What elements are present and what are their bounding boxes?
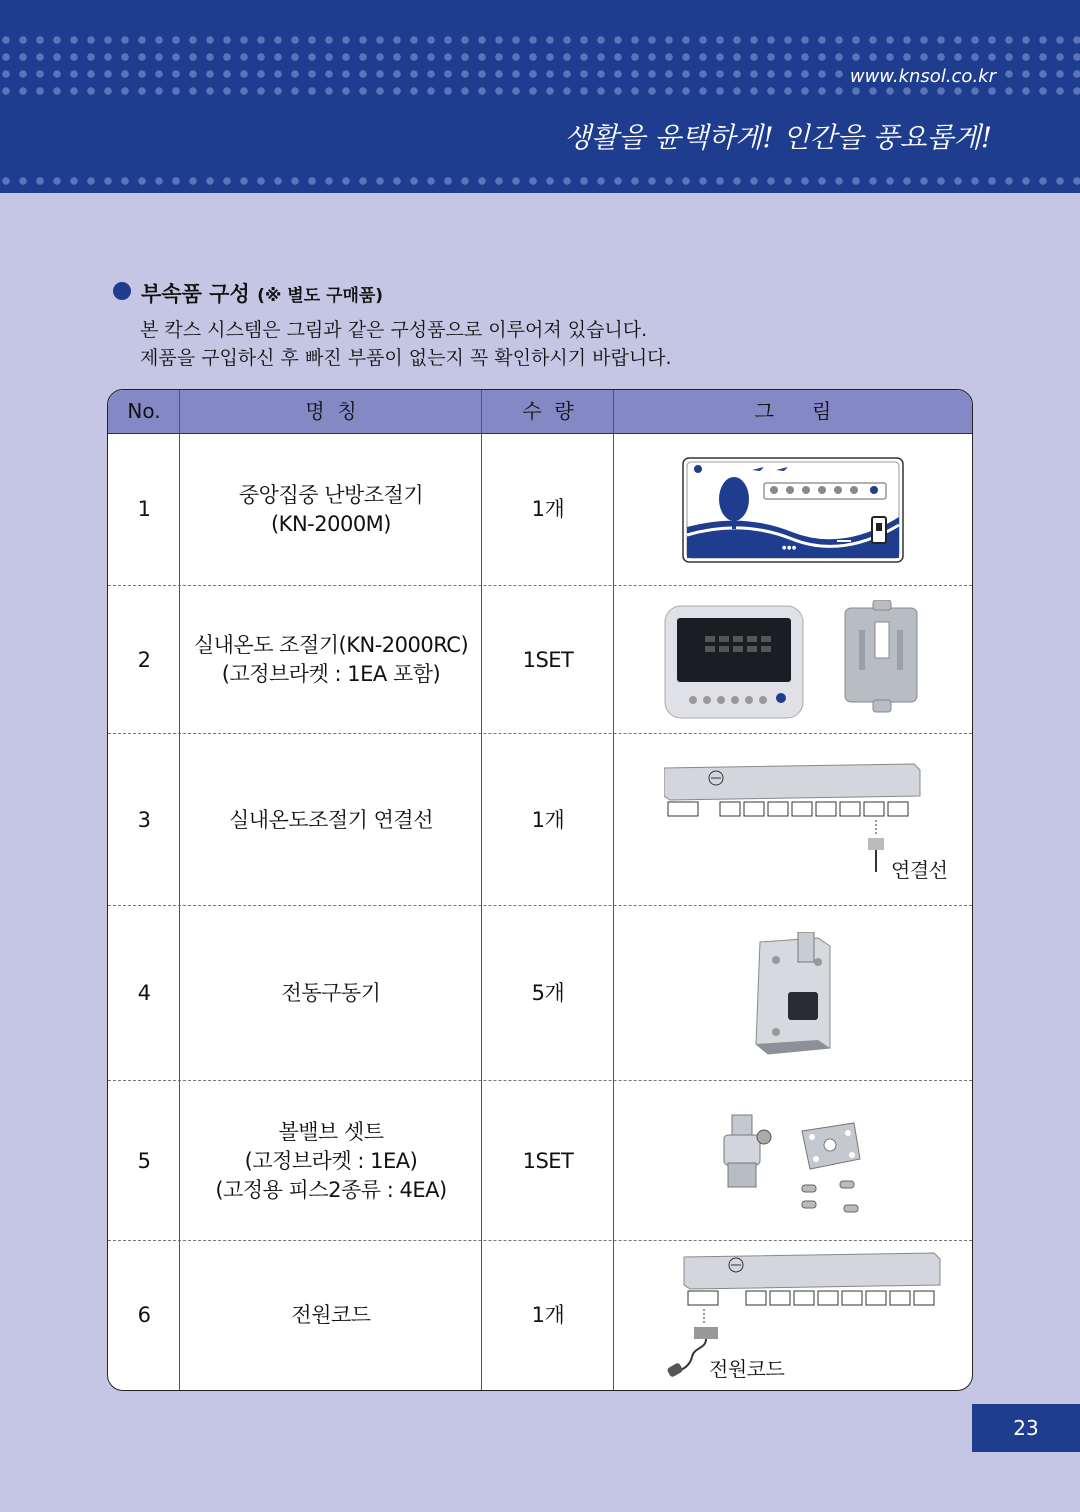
section-note: (※ 별도 구매품) bbox=[257, 286, 384, 306]
svg-text:● ● ●: ● ● ● bbox=[782, 544, 796, 551]
row-number: 3 bbox=[137, 807, 151, 832]
item-name-line: 전원코드 bbox=[291, 1303, 371, 1327]
actuator-image bbox=[614, 906, 972, 1081]
header-name: 명 칭 bbox=[305, 399, 357, 423]
item-name-line: (고정브라켓 : 1EA 포함) bbox=[221, 662, 441, 686]
column-divider bbox=[481, 390, 482, 1390]
cable-illustration bbox=[664, 762, 924, 872]
row-number: 6 bbox=[137, 1303, 151, 1327]
row-number: 5 bbox=[137, 1148, 151, 1173]
item-name-line: 볼밸브 셋트 bbox=[278, 1119, 384, 1144]
item-quantity: 1SET bbox=[522, 647, 574, 672]
item-name-line: 실내온도 조절기(KN-2000RC) bbox=[193, 633, 469, 657]
page-number: 23 bbox=[972, 1404, 1080, 1452]
description-line: 제품을 구입하신 후 빠진 부품이 없는지 꼭 확인하시기 바랍니다. bbox=[140, 347, 672, 369]
item-name bbox=[180, 906, 482, 1081]
item-name bbox=[180, 1081, 482, 1241]
image-label: 전원코드 bbox=[709, 1357, 785, 1381]
connection-cable-image bbox=[614, 734, 972, 906]
slogan: 생활을 윤택하게! 인간을 풍요롭게! bbox=[564, 121, 992, 154]
table-row bbox=[108, 1081, 972, 1241]
electric-actuator-illustration bbox=[748, 932, 838, 1056]
description-line: 본 칵스 시스템은 그림과 같은 구성품으로 이루어져 있습니다. bbox=[140, 319, 648, 341]
ball-valve-set-illustration bbox=[718, 1105, 868, 1217]
column-divider bbox=[613, 390, 614, 1390]
table-row bbox=[108, 734, 972, 906]
item-name-line: (KN-2000M) bbox=[270, 511, 391, 536]
item-name-line: 전동구동기 bbox=[281, 981, 381, 1005]
item-quantity: 1SET bbox=[522, 1148, 574, 1173]
dot-pattern-decoration bbox=[0, 51, 1080, 63]
item-quantity: 1개 bbox=[531, 1303, 565, 1327]
page-header bbox=[0, 0, 1080, 193]
item-name-line: (고정브라켓 : 1EA) bbox=[244, 1148, 418, 1173]
item-name bbox=[180, 734, 482, 906]
central-controller-illustration bbox=[682, 457, 904, 563]
section-title: 부속품 구성 bbox=[141, 282, 250, 306]
accessories-table bbox=[107, 389, 973, 1391]
header-qty: 수 량 bbox=[522, 399, 574, 423]
item-quantity: 5개 bbox=[531, 981, 565, 1005]
row-number: 4 bbox=[137, 981, 151, 1005]
section-description bbox=[140, 316, 672, 372]
room-thermostat-illustration bbox=[663, 600, 923, 720]
row-number: 2 bbox=[137, 647, 151, 672]
column-divider bbox=[179, 390, 180, 1390]
item-quantity: 1개 bbox=[531, 497, 565, 521]
row-number: 1 bbox=[137, 497, 151, 521]
item-name-line: 실내온도조절기 연결선 bbox=[228, 807, 434, 832]
table-row bbox=[108, 586, 972, 734]
item-name bbox=[180, 1241, 482, 1390]
image-label: 연결선 bbox=[891, 858, 948, 882]
power-cord-illustration bbox=[664, 1251, 944, 1381]
header-no: No. bbox=[127, 399, 161, 423]
table-row bbox=[108, 1241, 972, 1390]
item-name bbox=[180, 586, 482, 734]
power-cord-image bbox=[614, 1241, 972, 1390]
item-name-line: 중앙집중 난방조절기 bbox=[238, 482, 424, 507]
table-header bbox=[108, 390, 972, 434]
dot-pattern-decoration bbox=[0, 175, 1080, 187]
item-name-line: (고정용 피스2종류 : 4EA) bbox=[215, 1177, 447, 1202]
item-name bbox=[180, 433, 482, 586]
table-row bbox=[108, 433, 972, 586]
website-url: www.knsol.co.kr bbox=[844, 66, 1002, 87]
bullet-icon bbox=[113, 282, 131, 300]
item-quantity: 1개 bbox=[531, 807, 565, 832]
ball-valve-image bbox=[614, 1081, 972, 1241]
thermostat-image bbox=[614, 586, 972, 734]
dot-pattern-decoration bbox=[0, 34, 1080, 46]
table-row bbox=[108, 906, 972, 1081]
header-image: 그 림 bbox=[754, 399, 832, 423]
controller-image bbox=[614, 433, 972, 586]
